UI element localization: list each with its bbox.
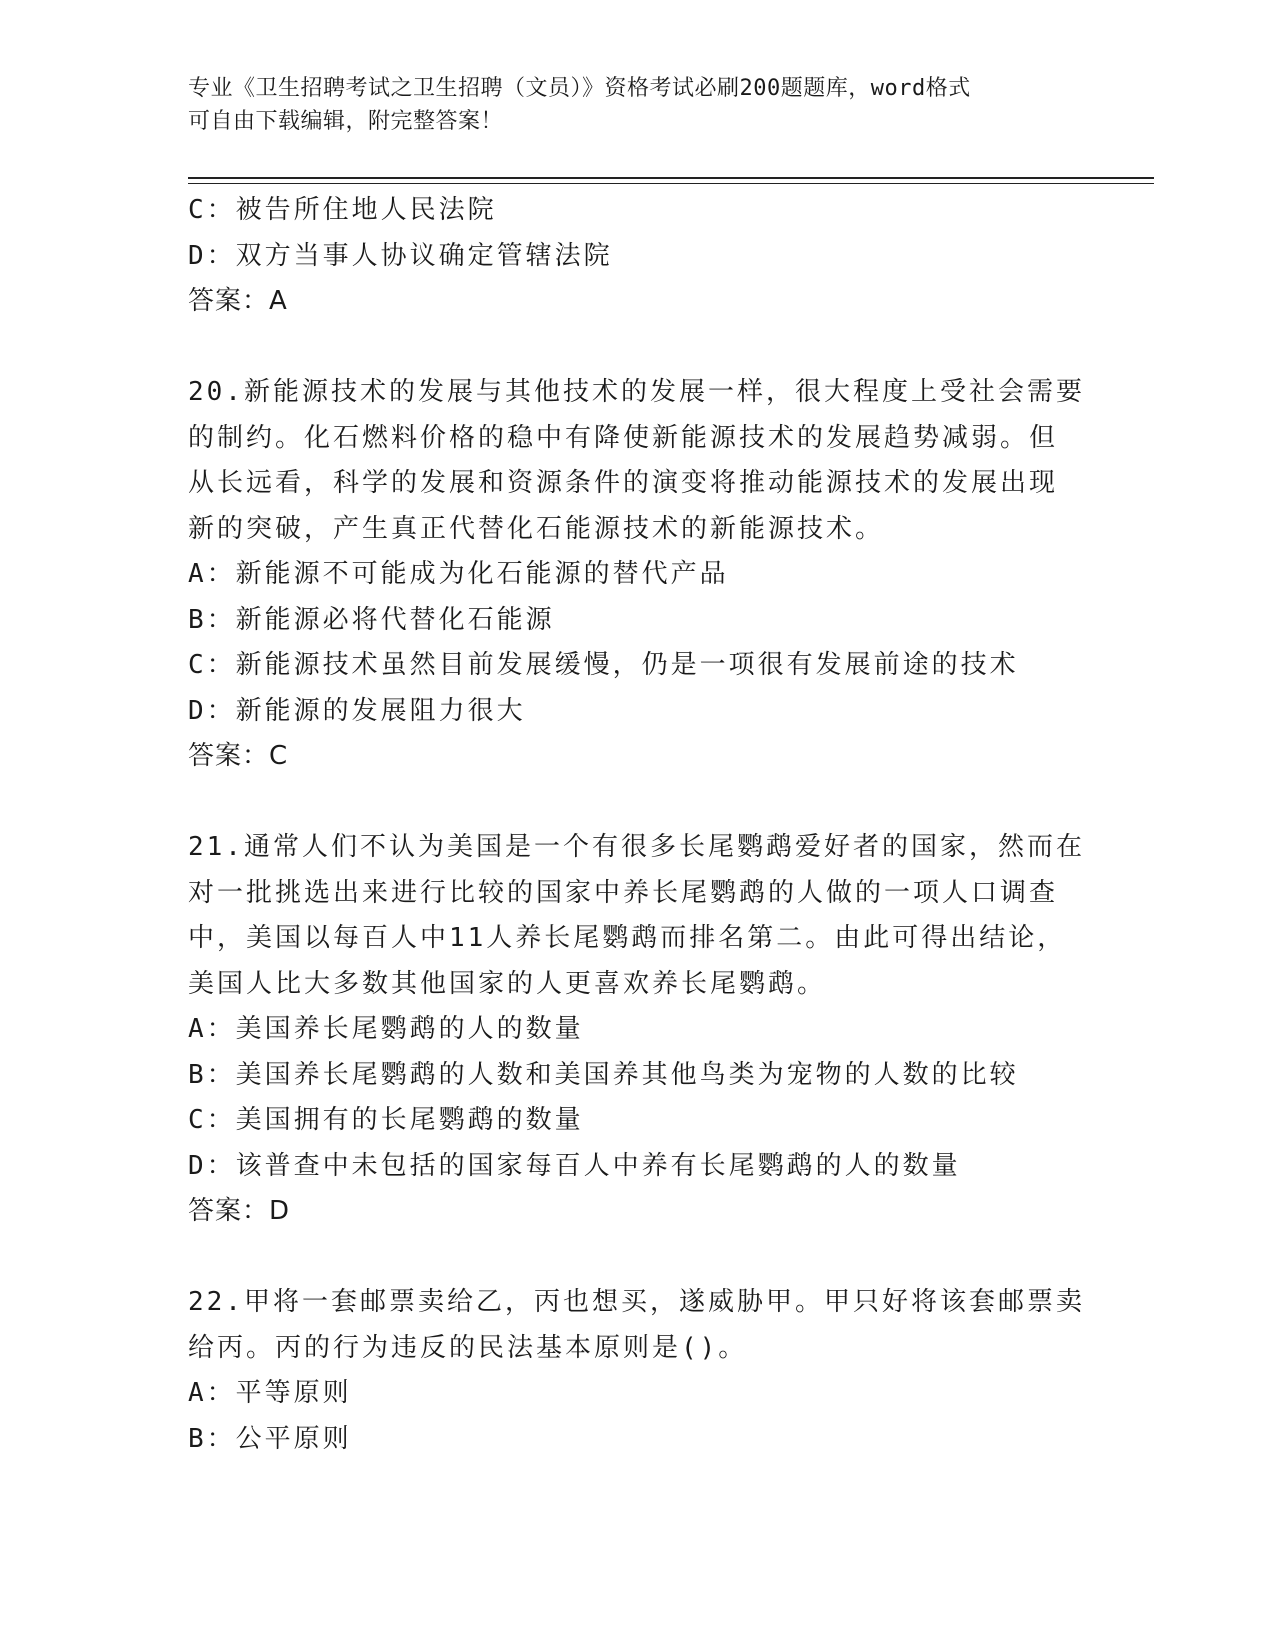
document-header [188, 72, 1068, 138]
option-c: C：新能源技术虽然目前发展缓慢，仍是一项很有发展前途的技术 [188, 650, 1019, 680]
question-text-line: 22.甲将一套邮票卖给乙，丙也想买，遂威胁甲。甲只好将该套邮票卖 [188, 1287, 1085, 1317]
question-text-line: 给丙。丙的行为违反的民法基本原则是()。 [188, 1332, 748, 1363]
option-a: A：新能源不可能成为化石能源的替代产品 [188, 559, 729, 589]
option-a: A：平等原则 [188, 1378, 352, 1408]
question-19 [188, 188, 1088, 325]
question-text-line: 的制约。化石燃料价格的稳中有降使新能源技术的发展趋势减弱。但 [188, 422, 1059, 453]
question-text-line: 20.新能源技术的发展与其他技术的发展一样，很大程度上受社会需要 [188, 377, 1085, 407]
question-22 [188, 1280, 1088, 1462]
question-text-line: 对一批挑选出来进行比较的国家中养长尾鹦鹉的人做的一项人口调查 [188, 877, 1059, 908]
option-b: B：美国养长尾鹦鹉的人数和美国养其他鸟类为宠物的人数的比较 [188, 1059, 1019, 1090]
option-c: C：被告所住地人民法院 [188, 195, 497, 225]
header-title-line-2: 可自由下载编辑，附完整答案！ [188, 109, 504, 134]
header-divider-thick [188, 177, 1154, 179]
header-title-line-1: 专业《卫生招聘考试之卫生招聘（文员）》资格考试必刷200题题库，word格式 [188, 76, 971, 101]
question-text-line: 中，美国以每百人中11人养长尾鹦鹉而排名第二。由此可得出结论， [188, 923, 1067, 953]
option-d: D：新能源的发展阻力很大 [188, 695, 526, 726]
option-d: D：双方当事人协议确定管辖法院 [188, 240, 613, 271]
question-text-line: 美国人比大多数其他国家的人更喜欢养长尾鹦鹉。 [188, 968, 827, 999]
question-21 [188, 825, 1088, 1235]
question-text-line: 新的突破，产生真正代替化石能源技术的新能源技术。 [188, 513, 885, 544]
option-b: B：新能源必将代替化石能源 [188, 604, 555, 635]
option-d: D：该普查中未包括的国家每百人中养有长尾鹦鹉的人的数量 [188, 1150, 961, 1181]
option-c: C：美国拥有的长尾鹦鹉的数量 [188, 1105, 584, 1135]
answer-line: 答案：D [188, 1196, 291, 1226]
question-text-line: 从长远看，科学的发展和资源条件的演变将推动能源技术的发展出现 [188, 468, 1059, 498]
answer-line: 答案：A [188, 286, 288, 316]
question-text-line: 21.通常人们不认为美国是一个有很多长尾鹦鹉爱好者的国家，然而在 [188, 832, 1085, 862]
header-divider-thin [188, 183, 1154, 184]
option-b: B：公平原则 [188, 1423, 352, 1454]
question-list [188, 188, 1088, 1462]
option-a: A：美国养长尾鹦鹉的人的数量 [188, 1014, 584, 1044]
question-20 [188, 370, 1088, 780]
answer-line: 答案：C [188, 741, 289, 771]
